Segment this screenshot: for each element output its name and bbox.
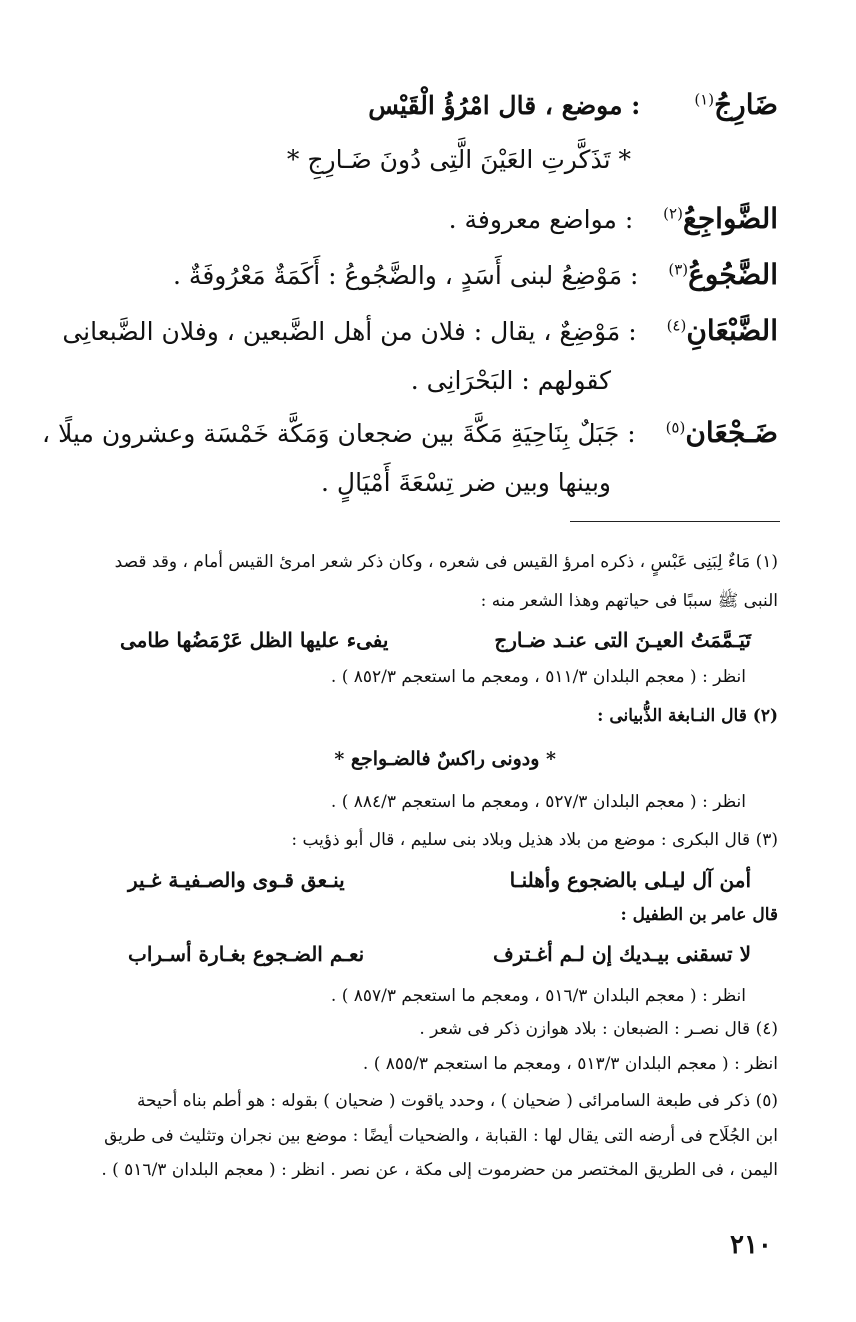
verse-hemistich-1: تَيَـمَّمَتُ العيـنَ التى عنـد ضـارج: [494, 628, 751, 652]
footnote-1-verse: [120, 628, 751, 652]
footnote-2-reference: انظر : ( معجم البلدان ٥٢٧/٣ ، ومعجم ما استعجم ٨٨٤/٣ ) .: [330, 792, 746, 812]
footnote-ref: (٤): [666, 316, 687, 335]
footnote-5-line-1: (٥) ذكر فى طبعة السامرائى ( ضحيان ) ، وحدد ياقوت ( ضحيان ) بقوله : هو أطم بناه أحيحة: [136, 1091, 778, 1111]
footnote-separator: [570, 521, 780, 522]
verse-hemistich-2: نعـم الضـجوع بغـارة أسـراب: [128, 942, 365, 966]
entry-4-continuation: كقولهم : البَحْرَانِى .: [410, 366, 611, 395]
entry-5: [42, 416, 778, 449]
entry-text: : جَبَلٌ بِنَاحِيَةِ مَكَّةَ بين ضجعان وَمَكَّة خَمْسَة وعشرون ميلًا ،: [42, 419, 636, 448]
entry-3: [70, 258, 778, 291]
verse-hemistich-2: يفىء عليها الظل عَرْمَضُها طامى: [120, 628, 389, 652]
entry-1-verse: * تَذَكَّرتِ العَيْنَ الَّتِى دُونَ ضَـارِجِ *: [286, 145, 631, 174]
footnote-5-line-3: اليمن ، فى الطريق المختصر من حضرموت إلى مكة ، عن نصر . انظر : ( معجم البلدان ٥١٦/٣ ) .: [101, 1160, 778, 1180]
entry-headword: ضَارِجُ: [714, 88, 778, 121]
footnote-3-verse-2: [128, 942, 751, 966]
entry-text: : مَوْضِعُ لبنى أَسَدٍ ، والضَّجُوعُ : أَكَمَةٌ مَعْرُوفَةٌ .: [173, 261, 639, 290]
footnote-1-line-1: (١) مَاءٌ لِبَنِى عَبْسٍ ، ذكره امرؤ القيس فى شعره ، وكان ذكر شعر امرئ القيس أمام ، وقد قصد: [114, 552, 778, 572]
footnote-3-line-1: (٣) قال البكرى : موضع من بلاد هذيل وبلاد بنى سليم ، قال أبو ذؤيب :: [291, 830, 778, 850]
footnote-ref: (٣): [668, 260, 689, 279]
entry-5-continuation: وبينها وبين ضر تِسْعَةَ أَمْيَالٍ .: [321, 468, 611, 497]
footnote-3-reference: انظر : ( معجم البلدان ٥١٦/٣ ، ومعجم ما استعجم ٨٥٧/٣ ) .: [330, 986, 746, 1006]
verse-hemistich-1: لا تسقنى بيـديك إن لـم أغـترف: [492, 942, 751, 966]
entry-text: : موضع ، قال امْرُؤُ الْقَيْس: [368, 91, 641, 120]
entry-text: : مواضع معروفة .: [448, 205, 634, 234]
footnote-ref: (٢): [663, 204, 683, 223]
entry-4: [62, 314, 778, 347]
verse-hemistich-2: ينـعق قـوى والصـفيـة غـير: [128, 868, 345, 892]
footnote-3-verse-1: [128, 868, 751, 892]
entry-1: [70, 88, 778, 121]
footnote-2-verse: * ودونى راكسٌ فالضـواجع *: [334, 748, 556, 770]
footnote-5-line-2: ابن الجُلَاح فى أرضه التى يقال لها : القبابة ، والضحيات أيضًا : موضع بين نجران وتثليث فى طريق: [104, 1126, 778, 1146]
entry-headword: الضَّواجِعُ: [682, 202, 778, 235]
footnote-1-reference: انظر : ( معجم البلدان ٥١١/٣ ، ومعجم ما استعجم ٨٥٢/٣ ) .: [330, 667, 746, 687]
entry-2: [70, 202, 778, 235]
footnote-2-line-1: (٢) قال النـابغة الذُّبيانى :: [597, 706, 778, 726]
entry-text: : مَوْضِعٌ ، يقال : فلان من أهل الضَّبعين ، وفلان الضَّبعانِى: [62, 317, 637, 346]
footnote-ref: (٥): [665, 418, 686, 437]
footnote-3-line-2: قال عامر بن الطفيل :: [620, 905, 778, 925]
entry-headword: ضَـجْعَان: [685, 416, 778, 449]
footnote-4-reference: انظر : ( معجم البلدان ٥١٣/٣ ، ومعجم ما استعجم ٨٥٥/٣ ) .: [362, 1054, 778, 1074]
footnote-1-line-2: النبى ﷺ سببًا فى حياتهم وهذا الشعر منه :: [480, 591, 778, 611]
entry-headword: الضَّجُوعُ: [688, 258, 778, 291]
footnote-ref: (١): [694, 90, 715, 109]
entry-headword: الضَّبْعَانِ: [686, 314, 778, 347]
footnote-4-line-1: (٤) قال نصـر : الضبعان : بلاد هوازن ذكر فى شعر .: [419, 1019, 778, 1039]
verse-hemistich-1: أمن آل ليـلى بالضجوع وأهلنـا: [509, 868, 751, 892]
page-number: ٢١٠: [730, 1230, 772, 1260]
